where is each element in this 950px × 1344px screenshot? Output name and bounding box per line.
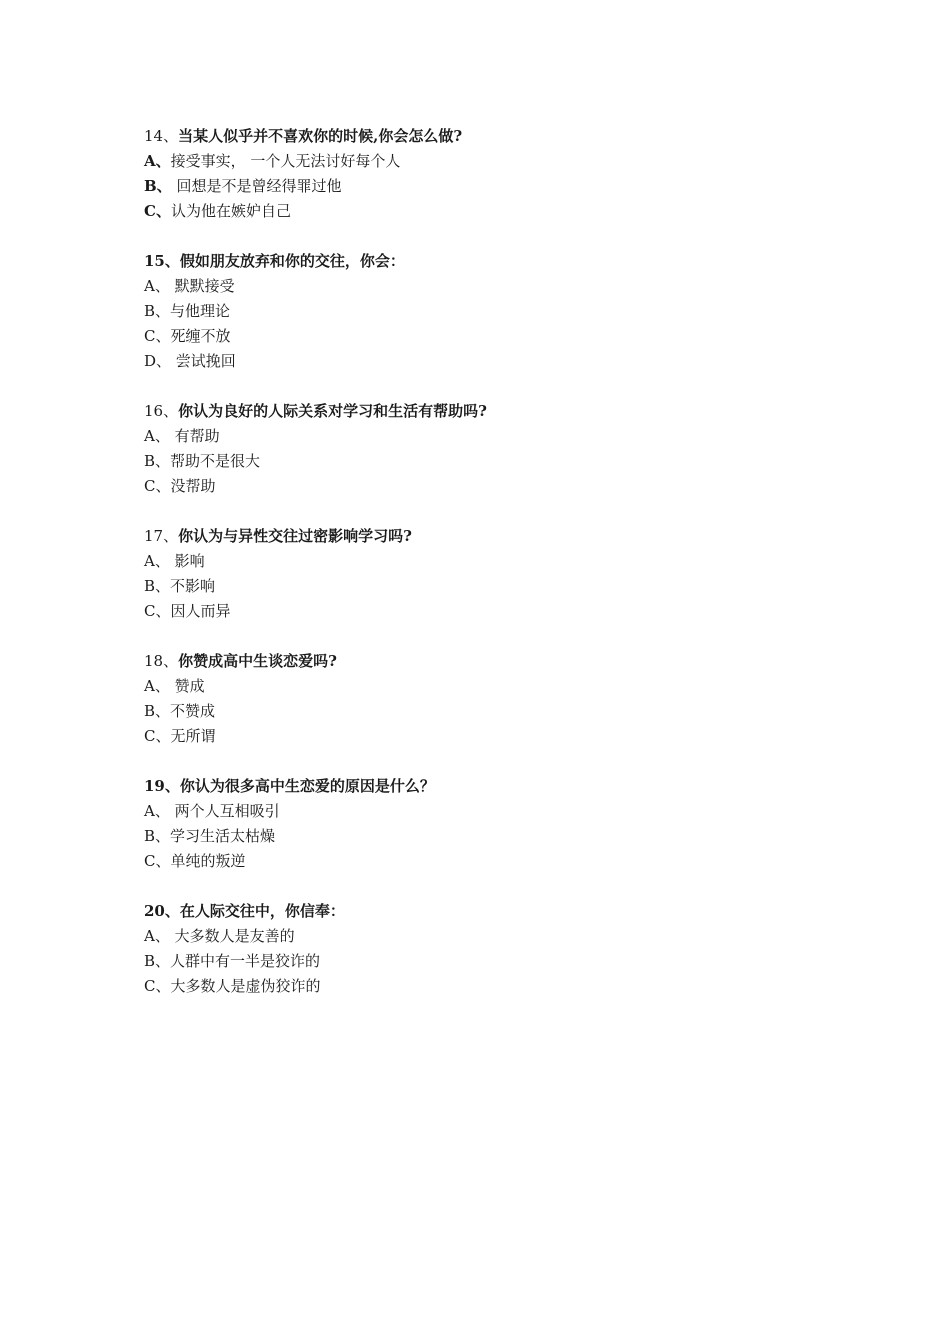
question-heading	[144, 124, 844, 149]
question-15	[144, 249, 844, 374]
option-a	[144, 149, 844, 174]
questionnaire	[144, 124, 844, 1024]
option-letter: B、	[144, 827, 171, 845]
question-number: 20、	[144, 902, 180, 920]
option-a	[144, 424, 844, 449]
question-heading	[144, 249, 844, 274]
option-a	[144, 924, 844, 949]
option-letter: C、	[144, 202, 171, 220]
option-letter: A、	[144, 427, 170, 445]
option-a	[144, 549, 844, 574]
option-text: 无所谓	[170, 727, 216, 745]
option-a	[144, 799, 844, 824]
option-c	[144, 474, 844, 499]
option-c	[144, 599, 844, 624]
question-text: 你认为很多高中生恋爱的原因是什么？	[179, 777, 435, 795]
question-text: 你认为良好的人际关系对学习和生活有帮助吗?	[178, 402, 487, 420]
option-letter: B、	[144, 452, 171, 470]
question-text: 在人际交往中，你信奉：	[179, 902, 345, 920]
question-heading	[144, 649, 844, 674]
option-letter: C、	[144, 602, 171, 620]
question-heading	[144, 524, 844, 549]
question-number: 14、	[144, 127, 179, 145]
option-text: 认为他在嫉妒自己	[170, 202, 291, 220]
option-text: 没帮助	[170, 477, 216, 495]
option-text: 默默接受	[169, 277, 235, 295]
option-b	[144, 949, 844, 974]
option-text: 回想是不是曾经得罪过他	[171, 177, 342, 195]
question-text: 你赞成高中生谈恋爱吗?	[178, 652, 337, 670]
question-number: 17、	[144, 527, 179, 545]
option-letter: A、	[144, 277, 170, 295]
option-text: 因人而异	[170, 602, 231, 620]
option-letter: A、	[144, 152, 171, 170]
option-text: 不影响	[170, 577, 216, 595]
option-text: 大多数人是友善的	[169, 927, 295, 945]
option-letter: A、	[144, 802, 170, 820]
option-letter: C、	[144, 977, 171, 995]
option-c	[144, 199, 844, 224]
question-heading	[144, 899, 844, 924]
question-heading	[144, 399, 844, 424]
option-letter: C、	[144, 327, 171, 345]
question-20	[144, 899, 844, 999]
option-text: 两个人互相吸引	[169, 802, 280, 820]
option-letter: D、	[144, 352, 172, 370]
option-b	[144, 299, 844, 324]
question-heading	[144, 774, 844, 799]
option-a	[144, 674, 844, 699]
option-text: 帮助不是很大	[170, 452, 261, 470]
question-16	[144, 399, 844, 499]
option-d	[144, 349, 844, 374]
option-c	[144, 724, 844, 749]
option-letter: A、	[144, 677, 170, 695]
option-text: 人群中有一半是狡诈的	[170, 952, 321, 970]
option-text: 单纯的叛逆	[170, 852, 246, 870]
option-letter: A、	[144, 552, 170, 570]
question-text: 当某人似乎并不喜欢你的时候,你会怎么做?	[178, 127, 463, 145]
option-c	[144, 324, 844, 349]
option-c	[144, 849, 844, 874]
option-text: 有帮助	[169, 427, 220, 445]
option-text: 赞成	[169, 677, 205, 695]
option-letter: B、	[144, 177, 172, 195]
option-text: 与他理论	[170, 302, 231, 320]
question-number: 18、	[144, 652, 179, 670]
option-b	[144, 699, 844, 724]
option-b	[144, 574, 844, 599]
question-19	[144, 774, 844, 874]
option-letter: C、	[144, 852, 171, 870]
option-text: 死缠不放	[170, 327, 231, 345]
option-letter: B、	[144, 952, 171, 970]
question-number: 15、	[144, 252, 180, 270]
option-letter: C、	[144, 727, 171, 745]
question-text: 假如朋友放弃和你的交往，你会：	[179, 252, 405, 270]
option-b	[144, 449, 844, 474]
option-text: 接受事实， 一个人无法讨好每个人	[170, 152, 401, 170]
question-18	[144, 649, 844, 749]
option-letter: A、	[144, 927, 170, 945]
option-text: 不赞成	[170, 702, 216, 720]
question-14	[144, 124, 844, 224]
option-letter: B、	[144, 577, 171, 595]
option-letter: B、	[144, 702, 171, 720]
option-a	[144, 274, 844, 299]
option-b	[144, 174, 844, 199]
question-text: 你认为与异性交往过密影响学习吗?	[178, 527, 412, 545]
option-text: 影响	[169, 552, 205, 570]
option-b	[144, 824, 844, 849]
option-c	[144, 974, 844, 999]
option-text: 尝试挽回	[171, 352, 236, 370]
question-17	[144, 524, 844, 624]
option-text: 大多数人是虚伪狡诈的	[170, 977, 321, 995]
option-letter: C、	[144, 477, 171, 495]
option-letter: B、	[144, 302, 171, 320]
question-number: 19、	[144, 777, 180, 795]
option-text: 学习生活太枯燥	[170, 827, 276, 845]
question-number: 16、	[144, 402, 179, 420]
